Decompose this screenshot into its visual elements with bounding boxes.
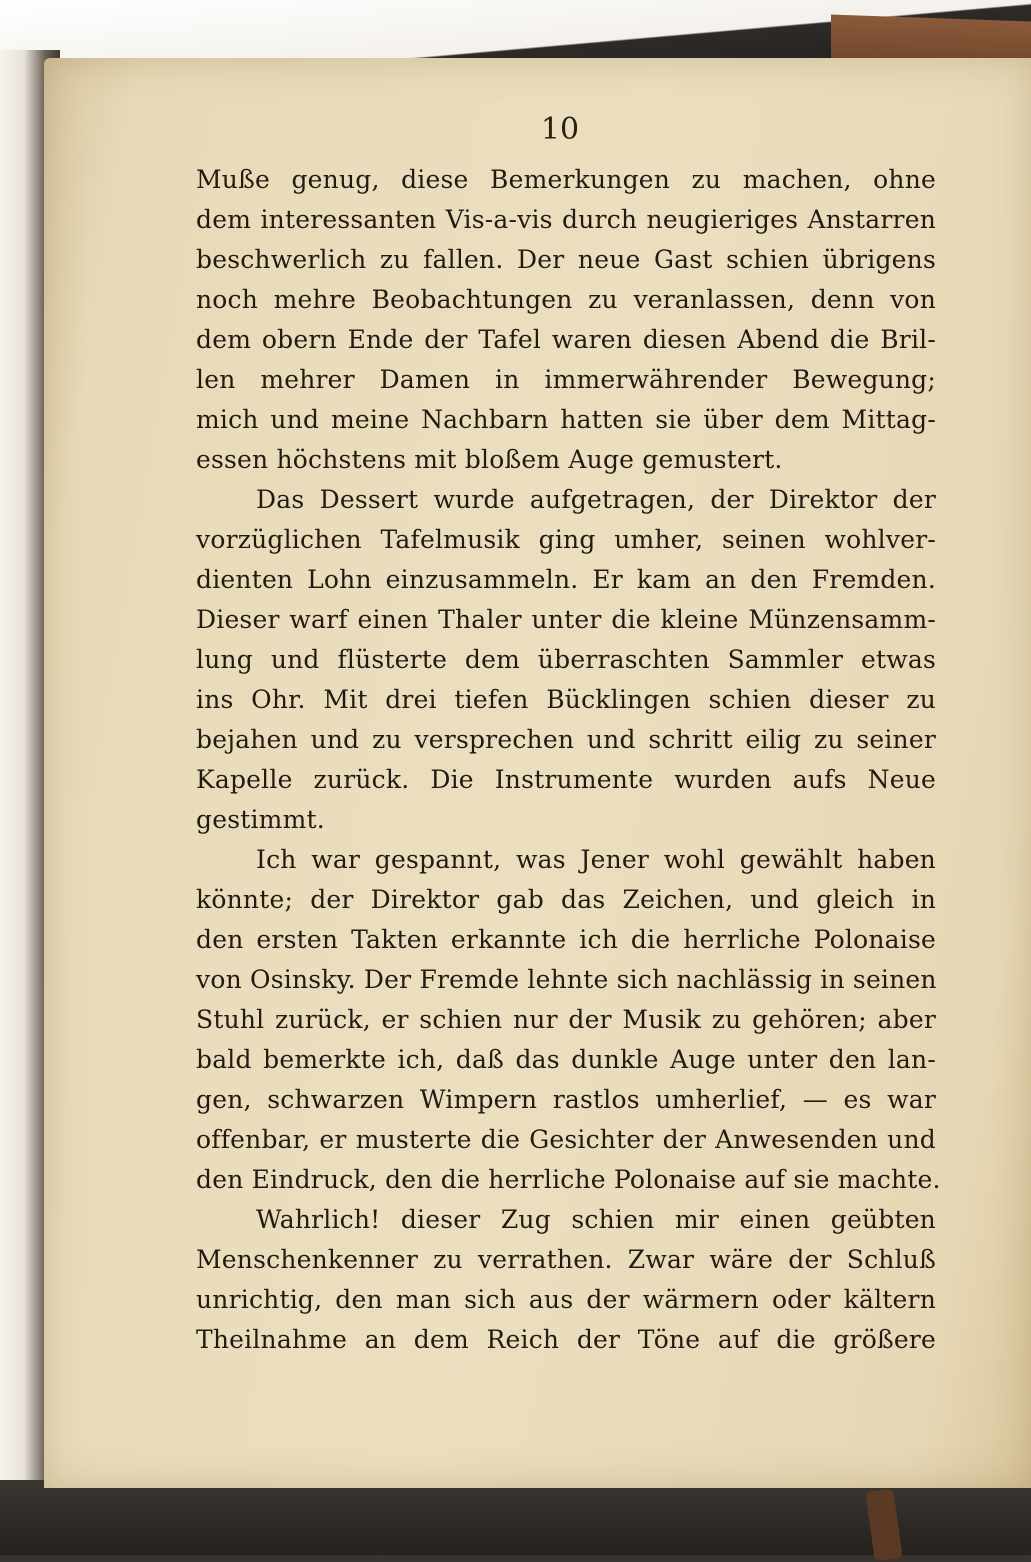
text-line: essen höchstens mit bloßem Auge gemustert. [196,445,783,474]
text-line: Muße genug, diese Bemerkungen zu machen, ohne [196,165,936,194]
text-line: Theilnahme an dem Reich der Töne auf die größere [196,1325,936,1354]
text-line: bald bemerkte ich, daß das dunkle Auge unter den lan- [196,1045,936,1074]
text-line: Dieser warf einen Thaler unter die kleine Münzensamm- [196,605,936,634]
text-line: noch mehre Beobachtungen zu veranlassen, denn von [196,285,936,314]
text-line: vorzüglichen Tafelmusik ging umher, seinen wohlver- [196,525,936,554]
text-line: ins Ohr. Mit drei tiefen Bücklingen schien dieser zu [196,685,936,714]
text-line: beschwerlich zu fallen. Der neue Gast schien übrigens [196,245,936,274]
text-line: von Osinsky. Der Fremde lehnte sich nachlässig in seinen [196,965,937,994]
text-line: Stuhl zurück, er schien nur der Musik zu gehören; aber [196,1005,936,1034]
text-line: dem obern Ende der Tafel waren diesen Abend die Bril- [196,325,936,354]
text-line: len mehrer Damen in immerwährender Bewegung; [196,365,936,394]
text-line: bejahen und zu versprechen und schritt eilig zu seiner [196,725,936,754]
text-line: Menschenkenner zu verrathen. Zwar wäre der Schluß [196,1245,936,1274]
text-line: dienten Lohn einzusammeln. Er kam an den Fremden. [196,565,936,594]
text-line: dem interessanten Vis-a-vis durch neugieriges Anstarren [196,205,936,234]
text-line: könnte; der Direktor gab das Zeichen, und gleich in [196,885,936,914]
page-number: 10 [540,112,580,147]
text-line: Kapelle zurück. Die Instrumente wurden aufs Neue [196,765,936,794]
text-line: gen, schwarzen Wimpern rastlos umherlief, — es war [196,1085,936,1114]
text-line: mich und meine Nachbarn hatten sie über dem Mittag- [196,405,936,434]
text-line: lung und flüsterte dem überraschten Sammler etwas [196,645,936,674]
body-text [196,160,941,1360]
text-line: den ersten Takten erkannte ich die herrliche Polonaise [196,925,936,954]
text-line: unrichtig, den man sich aus der wärmern oder kältern [196,1285,936,1314]
text-line: Ich war gespannt, was Jener wohl gewählt haben [256,845,936,874]
text-line: den Eindruck, den die herrliche Polonaise auf sie machte. [196,1165,941,1194]
text-line: gestimmt. [196,805,325,834]
text-line: Wahrlich! dieser Zug schien mir einen geübten [256,1205,936,1234]
text-line: Das Dessert wurde aufgetragen, der Direktor der [256,485,936,514]
text-line: offenbar, er musterte die Gesichter der Anwesenden und [196,1125,936,1154]
